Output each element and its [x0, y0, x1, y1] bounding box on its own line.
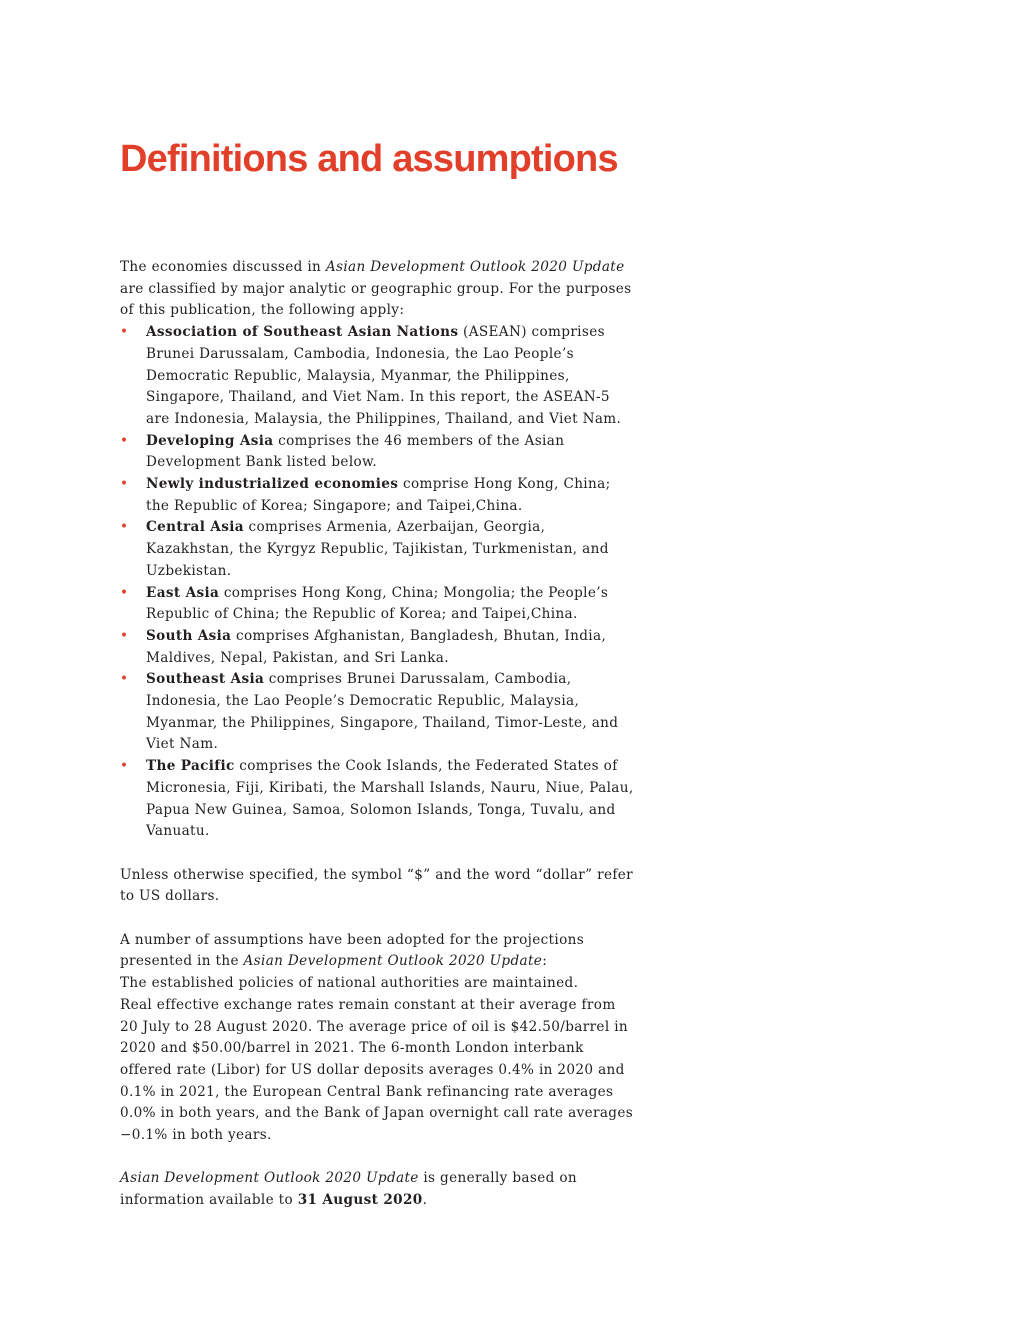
page-title: Definitions and assumptions: [120, 138, 618, 180]
term: Developing Asia: [146, 432, 274, 449]
definition: comprises Hong Kong, China; Mongolia; the People’s Republic of China; the Republic of Korea; and Taipei,China.: [146, 584, 609, 623]
publication-title: Asian Development Outlook 2020 Update: [120, 1170, 419, 1187]
definition: comprise Hong Kong, China; the Republic of Korea; Singapore; and Taipei,China.: [146, 476, 611, 514]
publication-title: Asian Development Outlook 2020 Update: [243, 953, 543, 970]
information-basis: [120, 1168, 635, 1211]
assumption-rates: Real effective exchange rates remain constant at their average from 20 July to 28 August 2020. The average price of oil is $42.50/barrel in 2020 and $50.00/barrel in 2021. The 6-month London interbank offered rate (Libor) for US dollar deposits averages 0.4% in 2020 and 0.1% in 2021, the European Central Bank refinancing rate averages 0.0% in both years, and the Bank of Japan overnight call rate averages −0.1% in both years.: [120, 996, 634, 1144]
bullet-icon: •: [120, 432, 129, 449]
group-definitions-list: [120, 322, 635, 843]
dollar-note: Unless otherwise specified, the symbol “$” and the word “dollar” refer to US dollars.: [120, 866, 633, 905]
text-run: A number of assumptions have been adopted for the projections presented in the: [120, 931, 585, 970]
bullet-icon: •: [120, 627, 129, 644]
term: South Asia: [146, 627, 232, 644]
term: The Pacific: [146, 758, 235, 775]
term: Newly industrialized economies: [146, 476, 399, 493]
intro-paragraph: [120, 257, 635, 322]
text-run: The economies discussed in: [120, 259, 326, 275]
term: Southeast Asia: [146, 671, 265, 688]
bullet-icon: •: [120, 476, 129, 493]
definition: comprises Afghanistan, Bangladesh, Bhutan, India, Maldives, Nepal, Pakistan, and Sri Lanka.: [146, 627, 607, 666]
bullet-icon: •: [120, 671, 129, 688]
bullet-icon: •: [120, 519, 129, 536]
assumption-policies: The established policies of national authorities are maintained.: [120, 975, 579, 992]
text-run: .: [422, 1192, 428, 1209]
list-item: [120, 517, 635, 582]
text-run: are classified by major analytic or geographic group. For the purposes of this publication, the following apply:: [120, 280, 632, 319]
definition: (ASEAN) comprises Brunei Darussalam, Cambodia, Indonesia, the Lao People’s Democratic Republic, Malaysia, Myanmar, the Philippines, Singapore, Thailand, and Viet Nam. In this report, the ASEAN-5 are Indonesia, Malaysia, the Philippines, Thailand, and Viet Nam.: [146, 324, 622, 427]
list-item: [120, 431, 635, 474]
bullet-icon: •: [120, 584, 129, 601]
definition: comprises the Cook Islands, the Federated States of Micronesia, Fiji, Kiribati, the Marshall Islands, Nauru, Niue, Palau, Papua New Guinea, Samoa, Solomon Islands, Tonga, Tuvalu, and Vanuatu.: [146, 758, 634, 840]
text-run: :: [542, 953, 548, 970]
list-item: [120, 756, 635, 843]
text-run: is generally based on information available to: [120, 1170, 577, 1209]
publication-title: Asian Development Outlook 2020 Update: [325, 259, 625, 275]
list-item: [120, 669, 635, 756]
cutoff-date: 31 August 2020: [297, 1192, 423, 1209]
term: Central Asia: [146, 519, 244, 536]
definition: comprises Armenia, Azerbaijan, Georgia, Kazakhstan, the Kyrgyz Republic, Tajikistan, Turkmenistan, and Uzbekistan.: [146, 519, 609, 579]
list-item: [120, 583, 635, 626]
term: East Asia: [146, 584, 220, 601]
document-body: [120, 257, 635, 1212]
bullet-icon: •: [120, 758, 129, 775]
assumptions-intro: [120, 930, 635, 973]
definition: comprises Brunei Darussalam, Cambodia, Indonesia, the Lao People’s Democratic Republic, Malaysia, Myanmar, the Philippines, Singapore, Thailand, Timor-Leste, and Viet Nam.: [146, 671, 619, 753]
list-item: [120, 626, 635, 669]
term: Association of Southeast Asian Nations: [146, 324, 459, 341]
list-item: [120, 322, 635, 431]
bullet-icon: •: [120, 324, 129, 341]
list-item: [120, 474, 635, 517]
definition: comprises the 46 members of the Asian Development Bank listed below.: [146, 432, 565, 471]
